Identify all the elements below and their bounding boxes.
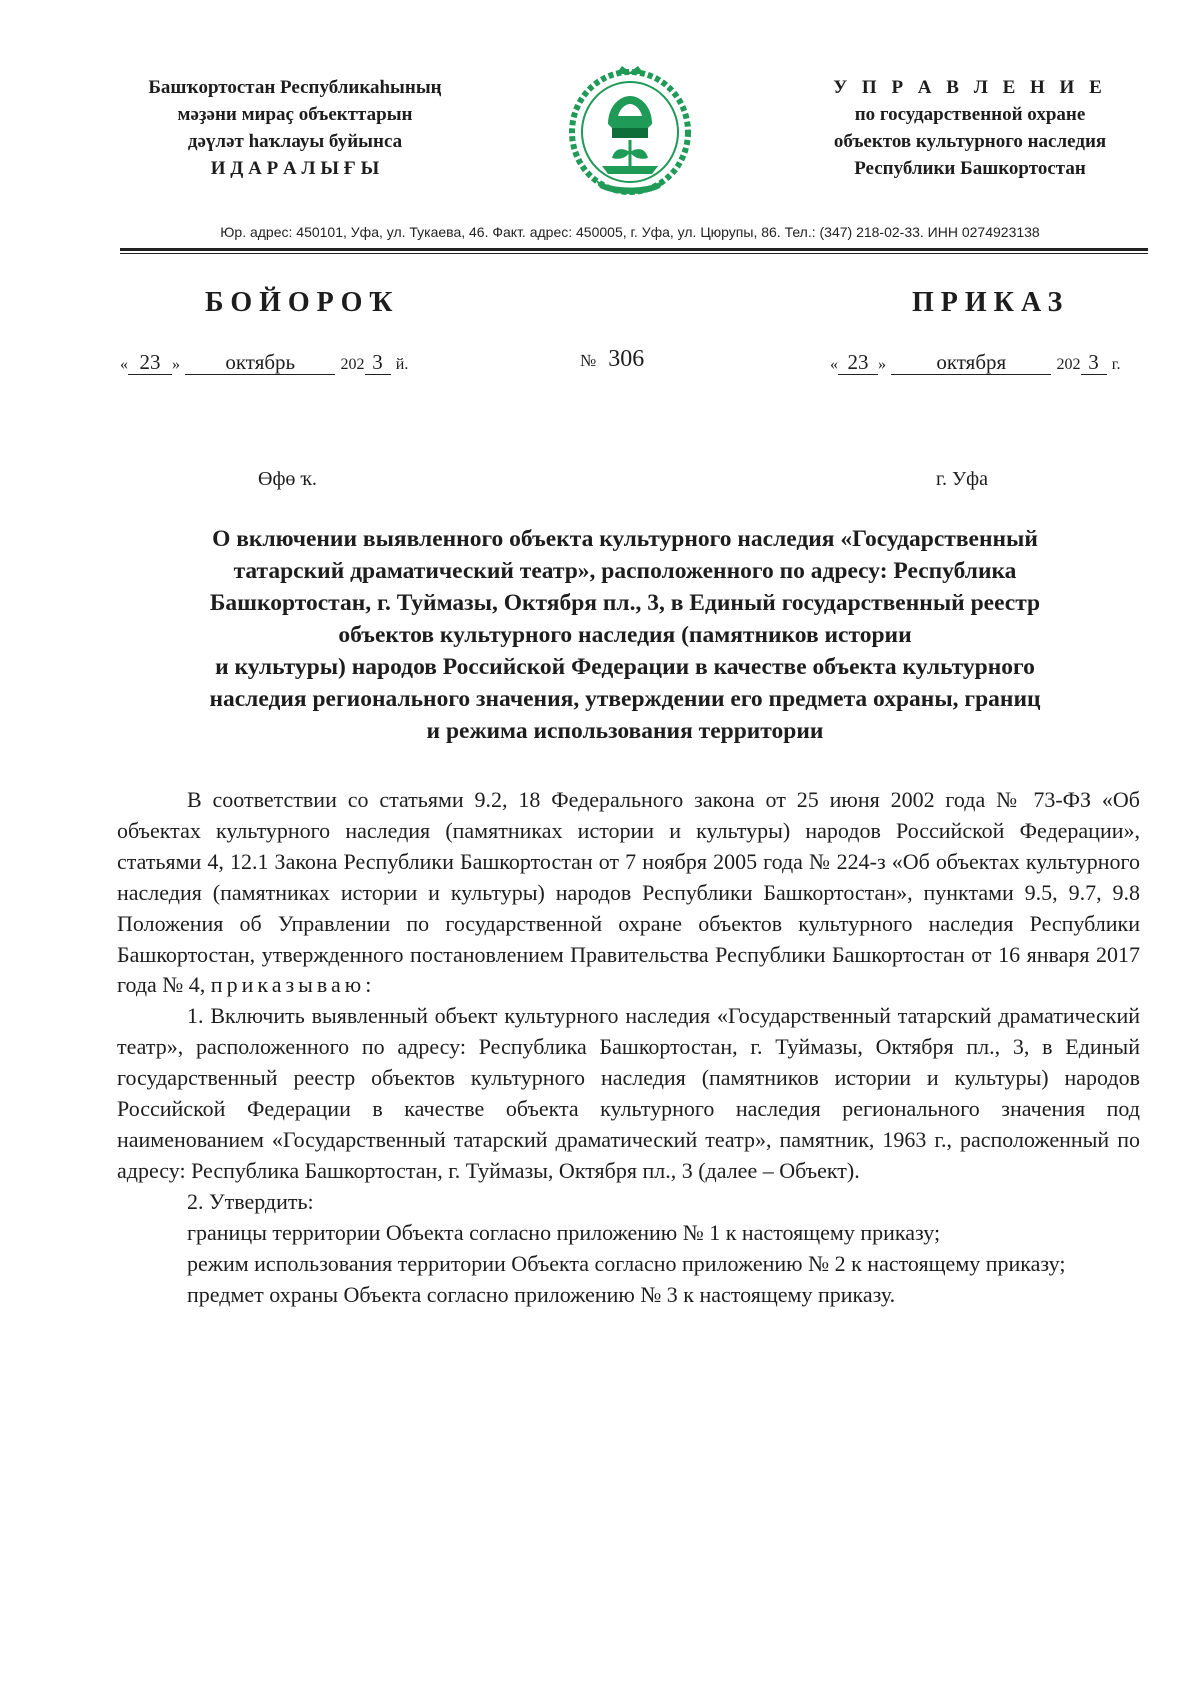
date-quote-close: » <box>878 356 886 373</box>
date-bashkir <box>120 350 408 375</box>
date-suffix: г. <box>1111 356 1121 373</box>
header-bashkir-org-name <box>110 74 480 182</box>
organization-address: Юр. адрес: 450101, Уфа, ул. Тукаева, 46. Факт. адрес: 450005, г. Уфа, ул. Цюрупы, 86. Тел.: (347) 218-02-33. ИНН 0274923138 <box>220 224 1040 240</box>
header-right-line: У П Р А В Л Е Н И Е <box>833 77 1107 98</box>
subject-line: О включении выявленного объекта культурного наследия «Государственный <box>212 526 1038 552</box>
preamble-paragraph <box>117 785 1140 1001</box>
subject-line: и режима использования территории <box>426 718 824 744</box>
date-year-prefix: 202 <box>1056 356 1081 373</box>
number-sign: № <box>580 351 597 370</box>
preamble-text: В соответствии со статьями 9.2, 18 Федерального закона от 25 июня 2002 года № 73-ФЗ «Об объектах культурного наследия (памятниках истории и культуры) народов Российской Федерации», статьями 4, 12.1 Закона Республики Башкортостан от 7 ноября 2005 года № 224-з «Об объектах культурного наследия (памятниках истории и культуры) народов Республики Башкортостан», пунктами 9.5, 9.7, 9.8 Положения об Управлении по государственной охране объектов культурного наследия Республики Башкортостан, утвержденного постановлением Правительства Республики Башкортостан от 16 января 2017 года № 4, <box>117 787 1140 998</box>
header-russian-org-name <box>770 74 1170 182</box>
date-day: 23 <box>128 350 172 375</box>
header-divider <box>120 248 1148 251</box>
order-number <box>580 346 644 373</box>
number-value: 306 <box>608 346 645 372</box>
item-2c-paragraph: предмет охраны Объекта согласно приложению № 3 к настоящему приказу. <box>187 1281 896 1307</box>
date-quote-open: « <box>120 356 128 373</box>
date-year-prefix: 202 <box>340 356 365 373</box>
item-2a-paragraph: границы территории Объекта согласно приложению № 1 к настоящему приказу; <box>187 1219 941 1245</box>
order-word: приказываю: <box>210 972 376 998</box>
subject-line: объектов культурного наследия (памятников истории <box>338 622 912 648</box>
header-divider-thin <box>120 253 1148 254</box>
header-left-line: И Д А Р А Л Ы Ғ Ы <box>210 158 380 179</box>
order-body <box>117 785 1140 1310</box>
item-2b-paragraph: режим использования территории Объекта согласно приложению № 2 к настоящему приказу; <box>187 1250 1066 1276</box>
date-russian <box>830 350 1121 375</box>
header-right-line: по государственной охране <box>854 104 1086 125</box>
header-left-line: мәҙәни мираҫ объекттарын <box>177 104 413 125</box>
date-year-suffix: 3 <box>365 350 391 375</box>
date-quote-close: » <box>172 356 180 373</box>
subject-line: наследия регионального значения, утверждении его предмета охраны, границ <box>209 686 1041 712</box>
order-subject <box>130 523 1120 747</box>
header-right-line: Республики Башкортостан <box>854 158 1086 179</box>
date-suffix: й. <box>395 356 409 373</box>
header-right-line: объектов культурного наследия <box>833 131 1107 152</box>
date-quote-open: « <box>830 356 838 373</box>
item-1-paragraph: 1. Включить выявленный объект культурного наследия «Государственный татарский драматический театр», расположенного по адресу: Республика Башкортостан, г. Туймазы, Октября пл., 3, в Единый государственный реестр объектов культурного наследия (памятников истории и культуры) народов Российской Федерации в качестве объекта культурного наследия регионального значения под наименованием «Государственный татарский драматический театр», памятник, 1963 г., расположенный по адресу: Республика Башкортостан, г. Туймазы, Октября пл., 3 (далее – Объект). <box>117 1003 1140 1183</box>
subject-line: татарский драматический театр», расположенного по адресу: Республика <box>233 558 1017 584</box>
header-left-line: дәүләт һаҡлауы буйынса <box>187 131 403 152</box>
bashkortostan-emblem-icon <box>568 62 692 200</box>
subject-line: Башкортостан, г. Туймазы, Октября пл., 3, в Единый государственный реестр <box>209 590 1041 616</box>
date-month: октябрь <box>185 350 335 375</box>
date-month: октября <box>891 350 1051 375</box>
date-day: 23 <box>838 350 878 375</box>
city-bashkir: Өфө ҡ. <box>258 468 317 490</box>
city-russian: г. Уфа <box>936 468 988 490</box>
subject-line: и культуры) народов Российской Федерации в качестве объекта культурного <box>215 654 1035 680</box>
header-left-line: Башҡортостан Республикаһының <box>148 77 442 98</box>
document-title-bashkir: БОЙОРОҠ <box>205 287 400 318</box>
date-year-suffix: 3 <box>1081 350 1107 375</box>
document-title-russian: ПРИКАЗ <box>912 287 1070 318</box>
item-2-paragraph: 2. Утвердить: <box>187 1188 314 1214</box>
